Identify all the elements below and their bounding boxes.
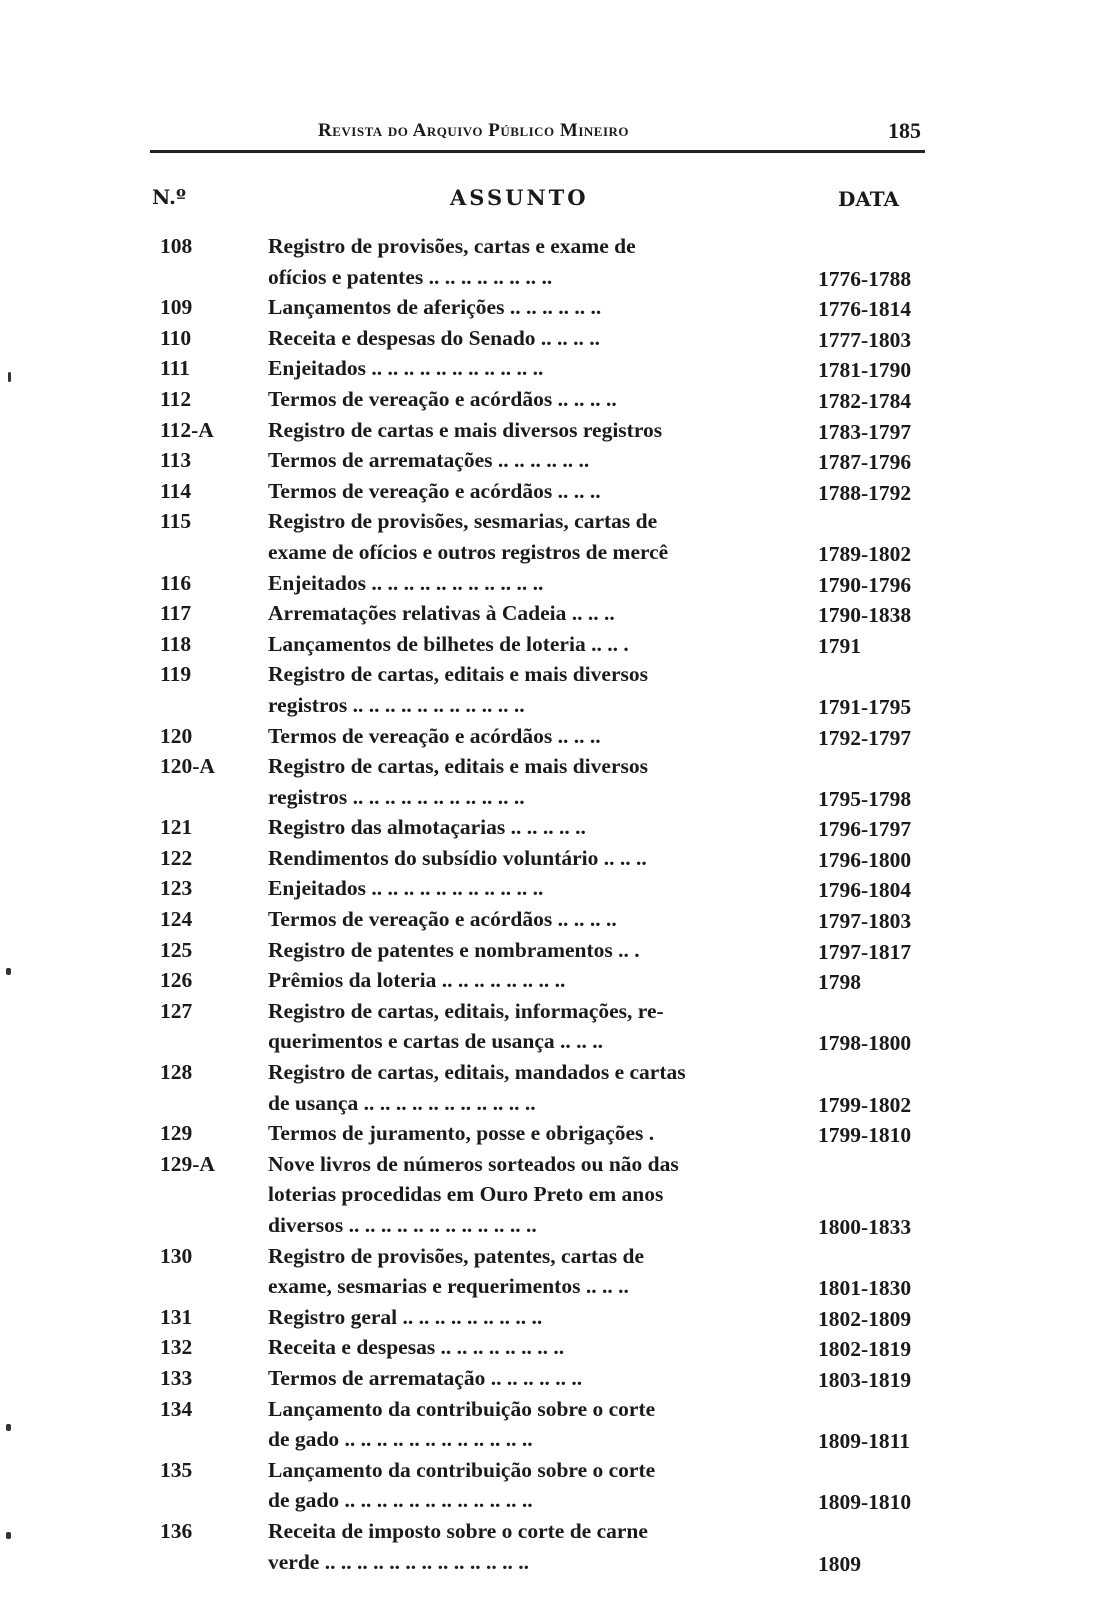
entry-number: 133	[160, 1365, 193, 1390]
entry-subject: loterias procedidas em Ouro Preto em anos	[268, 1182, 664, 1207]
entry-line	[0, 1395, 1098, 1426]
table-row	[0, 1333, 1098, 1364]
entry-subject: Nove livros de números sorteados ou não das	[268, 1151, 679, 1176]
entry-date: 1790-1796	[818, 572, 912, 597]
entry-number: 127	[160, 998, 193, 1023]
entry-line	[0, 477, 1098, 508]
entry-date: 1781-1790	[818, 358, 912, 383]
entry-line	[0, 630, 1098, 661]
entry-number: 108	[160, 234, 193, 258]
table-row	[0, 813, 1098, 844]
entry-subject: Registro de cartas, editais, mandados e cartas	[268, 1060, 686, 1085]
page-number: 185	[888, 118, 921, 143]
entry-number: 130	[160, 1243, 193, 1268]
entry-subject: Lançamentos de bilhetes de loteria .. .. .	[268, 631, 629, 656]
entry-number: 129	[160, 1121, 193, 1146]
column-headers	[150, 185, 925, 215]
entry-line	[0, 263, 1098, 294]
entry-line	[0, 569, 1098, 600]
entry-date: 1799-1810	[818, 1123, 912, 1148]
entry-subject: Registro geral .. .. .. .. .. .. .. .. ..	[268, 1304, 543, 1329]
entry-subject: Registro de patentes e nombramentos .. .	[268, 937, 640, 962]
entry-number: 123	[160, 876, 193, 901]
entry-line	[0, 1486, 1098, 1517]
entry-subject: ofícios e patentes .. .. .. .. .. .. .. ..	[268, 264, 553, 289]
entry-number: 113	[160, 448, 192, 473]
entry-number: 121	[160, 815, 193, 840]
table-row	[0, 385, 1098, 416]
entry-date: 1803-1819	[818, 1367, 912, 1392]
entry-subject: Termos de arrematação .. .. .. .. .. ..	[268, 1365, 583, 1390]
entry-line	[0, 1058, 1098, 1089]
margin-mark	[6, 1424, 11, 1431]
entry-number: 112-A	[160, 417, 214, 442]
entry-date: 1802-1819	[818, 1337, 912, 1362]
entry-line	[0, 1180, 1098, 1211]
entry-date: 1789-1802	[818, 541, 912, 566]
table-row	[0, 507, 1098, 568]
entry-subject: Termos de juramento, posse e obrigações .	[268, 1121, 655, 1146]
header-rule	[150, 150, 925, 153]
entry-number: 132	[160, 1335, 193, 1360]
entry-date: 1788-1792	[818, 480, 912, 505]
entry-line	[0, 1364, 1098, 1395]
entry-subject: Registro de cartas, editais, informações, re-	[268, 998, 664, 1023]
entry-date: 1801-1830	[818, 1276, 912, 1301]
entry-number: 125	[160, 937, 193, 962]
entry-date: 1787-1796	[818, 450, 912, 475]
table-row	[0, 293, 1098, 324]
entry-date: 1809-1811	[818, 1429, 910, 1454]
table-row	[0, 966, 1098, 997]
entry-line	[0, 844, 1098, 875]
entry-number: 117	[160, 601, 192, 626]
table-row	[0, 874, 1098, 905]
entry-line	[0, 660, 1098, 691]
entry-subject: Termos de vereação e acórdãos .. .. .. ..	[268, 907, 617, 932]
entry-subject: de gado .. .. .. .. .. .. .. .. .. .. .. ..	[268, 1427, 533, 1452]
entry-subject: Registro de cartas, editais e mais diversos	[268, 662, 648, 687]
entry-subject: exame, sesmarias e requerimentos .. .. ..	[268, 1274, 629, 1299]
entry-number: 126	[160, 968, 193, 993]
entry-date: 1798	[818, 970, 861, 995]
entry-subject: Termos de arrematações .. .. .. .. .. ..	[268, 448, 590, 473]
entry-line	[0, 599, 1098, 630]
entry-number: 114	[160, 478, 192, 503]
entry-number: 134	[160, 1396, 193, 1421]
entry-number: 118	[160, 631, 192, 656]
entry-line	[0, 416, 1098, 447]
entry-date: 1802-1809	[818, 1306, 912, 1331]
entry-line	[0, 1089, 1098, 1120]
entry-line	[0, 722, 1098, 753]
entry-number: 131	[160, 1304, 193, 1329]
entry-date: 1796-1804	[818, 878, 912, 903]
table-row	[0, 997, 1098, 1058]
entry-subject: registros .. .. .. .. .. .. .. .. .. .. ..	[268, 692, 525, 717]
table-row	[0, 1456, 1098, 1517]
entry-subject: diversos .. .. .. .. .. .. .. .. .. .. .. ..	[268, 1213, 537, 1237]
entry-subject: Receita e despesas .. .. .. .. .. .. .. ..	[268, 1335, 565, 1360]
entry-line	[0, 813, 1098, 844]
entry-number: 115	[160, 509, 192, 534]
entry-line	[0, 324, 1098, 355]
entry-line	[0, 1119, 1098, 1150]
entry-subject: de usança .. .. .. .. .. .. .. .. .. .. ..	[268, 1090, 536, 1115]
entry-subject: Lançamentos de aferições .. .. .. .. .. ..	[268, 295, 602, 320]
entry-subject: Lançamento da contribuição sobre o corte	[268, 1457, 656, 1482]
entry-subject: Registro das almotaçarias .. .. .. .. ..	[268, 815, 586, 840]
entry-subject: Receita e despesas do Senado .. .. .. ..	[268, 325, 601, 350]
table-row	[0, 1364, 1098, 1395]
table-row	[0, 569, 1098, 600]
entry-number: 128	[160, 1060, 193, 1085]
entry-number: 135	[160, 1457, 193, 1482]
table-row	[0, 1517, 1098, 1578]
entry-line	[0, 966, 1098, 997]
entry-number: 124	[160, 907, 193, 932]
entry-date: 1796-1797	[818, 817, 912, 842]
entry-date: 1795-1798	[818, 786, 912, 811]
entry-date: 1799-1802	[818, 1092, 912, 1117]
entry-subject: Receita de imposto sobre o corte de carne	[268, 1518, 648, 1543]
entry-subject: Arrematações relativas à Cadeia .. .. ..	[268, 601, 615, 626]
table-row	[0, 324, 1098, 355]
entry-number: 120	[160, 723, 193, 748]
table-row	[0, 752, 1098, 813]
margin-mark	[6, 1532, 11, 1539]
table-row	[0, 1303, 1098, 1334]
table-row	[0, 630, 1098, 661]
entry-date: 1790-1838	[818, 603, 912, 628]
table-row	[0, 660, 1098, 721]
entry-number: 110	[160, 325, 192, 350]
entry-line	[0, 874, 1098, 905]
entry-number: 129-A	[160, 1151, 215, 1176]
table-row	[0, 416, 1098, 447]
entry-subject: de gado .. .. .. .. .. .. .. .. .. .. .. ..	[268, 1488, 533, 1513]
entry-subject: Rendimentos do subsídio voluntário .. .. ..	[268, 845, 647, 870]
entry-line	[0, 1333, 1098, 1364]
entry-line	[0, 507, 1098, 538]
column-header-number: N.º	[152, 185, 186, 209]
entry-date: 1792-1797	[818, 725, 912, 750]
table-row	[0, 354, 1098, 385]
entry-line	[0, 905, 1098, 936]
entry-subject: Enjeitados .. .. .. .. .. .. .. .. .. .. ..	[268, 570, 544, 595]
entry-date: 1776-1788	[818, 266, 912, 291]
table-row	[0, 1119, 1098, 1150]
entry-subject: Registro de provisões, patentes, cartas de	[268, 1243, 645, 1268]
entry-number: 120-A	[160, 754, 215, 779]
entry-date: 1798-1800	[818, 1031, 912, 1056]
table-row	[0, 477, 1098, 508]
table-row	[0, 232, 1098, 293]
entry-date: 1791	[818, 633, 861, 658]
entry-line	[0, 1027, 1098, 1058]
column-header-subject: ASSUNTO	[450, 185, 589, 210]
entry-number: 136	[160, 1518, 193, 1543]
entry-line	[0, 1272, 1098, 1303]
entry-subject: Termos de vereação e acórdãos .. .. ..	[268, 478, 601, 503]
entry-subject: Enjeitados .. .. .. .. .. .. .. .. .. .. ..	[268, 876, 544, 901]
entry-number: 109	[160, 295, 193, 320]
page-header	[150, 118, 925, 154]
entry-date: 1777-1803	[818, 327, 912, 352]
entry-number: 119	[160, 662, 192, 687]
entry-date: 1782-1784	[818, 388, 912, 413]
entry-line	[0, 1456, 1098, 1487]
entry-subject: Registro de cartas e mais diversos registros	[268, 417, 663, 442]
table-row	[0, 1242, 1098, 1303]
entry-subject: verde .. .. .. .. .. .. .. .. .. .. .. .. ..	[268, 1549, 529, 1574]
table-row	[0, 905, 1098, 936]
entry-line	[0, 752, 1098, 783]
entry-line	[0, 538, 1098, 569]
entry-subject: exame de ofícios e outros registros de mercê	[268, 539, 669, 564]
column-header-date: DATA	[838, 187, 900, 211]
entry-date: 1791-1795	[818, 694, 912, 719]
entry-line	[0, 1548, 1098, 1579]
entry-number: 111	[160, 356, 190, 381]
table-row	[0, 446, 1098, 477]
entry-line	[0, 354, 1098, 385]
entry-line	[0, 1517, 1098, 1548]
table-row	[0, 599, 1098, 630]
table-row	[0, 936, 1098, 967]
entry-date: 1776-1814	[818, 297, 912, 322]
entry-date: 1800-1833	[818, 1215, 912, 1239]
entries-list	[0, 232, 1098, 1578]
margin-mark	[6, 968, 11, 975]
entry-line	[0, 293, 1098, 324]
entry-number: 112	[160, 386, 192, 411]
entry-line	[0, 1425, 1098, 1456]
entry-subject: Lançamento da contribuição sobre o corte	[268, 1396, 656, 1421]
entry-date: 1783-1797	[818, 419, 912, 444]
entry-date: 1809	[818, 1551, 861, 1576]
table-row	[0, 1395, 1098, 1456]
entry-number: 116	[160, 570, 192, 595]
entry-date: 1809-1810	[818, 1490, 912, 1515]
entry-date: 1797-1803	[818, 909, 912, 934]
entry-line	[0, 1150, 1098, 1181]
entry-line	[0, 1242, 1098, 1273]
entry-subject: Termos de vereação e acórdãos .. .. .. ..	[268, 386, 617, 411]
table-row	[0, 844, 1098, 875]
entry-subject: Registro de provisões, sesmarias, cartas de	[268, 509, 658, 534]
margin-mark	[8, 372, 11, 382]
entry-date: 1797-1817	[818, 939, 912, 964]
entry-subject: Prêmios da loteria .. .. .. .. .. .. .. ..	[268, 968, 566, 993]
entry-subject: querimentos e cartas de usança .. .. ..	[268, 1029, 604, 1054]
entry-date: 1796-1800	[818, 847, 912, 872]
entry-line	[0, 385, 1098, 416]
entry-number: 122	[160, 845, 193, 870]
entry-line	[0, 232, 1098, 263]
running-title: Revista do Arquivo Público Mineiro	[318, 120, 630, 141]
entry-subject: Enjeitados .. .. .. .. .. .. .. .. .. .. ..	[268, 356, 544, 381]
table-row	[0, 1058, 1098, 1119]
entry-line	[0, 783, 1098, 814]
entry-line	[0, 997, 1098, 1028]
table-row	[0, 722, 1098, 753]
table-row	[0, 1150, 1098, 1242]
entry-subject: Termos de vereação e acórdãos .. .. ..	[268, 723, 601, 748]
entry-subject: Registro de cartas, editais e mais diversos	[268, 754, 648, 779]
entry-line	[0, 1211, 1098, 1242]
entry-line	[0, 446, 1098, 477]
entry-line	[0, 936, 1098, 967]
entry-line	[0, 691, 1098, 722]
entry-subject: registros .. .. .. .. .. .. .. .. .. .. ..	[268, 784, 525, 809]
entry-line	[0, 1303, 1098, 1334]
entry-subject: Registro de provisões, cartas e exame de	[268, 234, 636, 258]
